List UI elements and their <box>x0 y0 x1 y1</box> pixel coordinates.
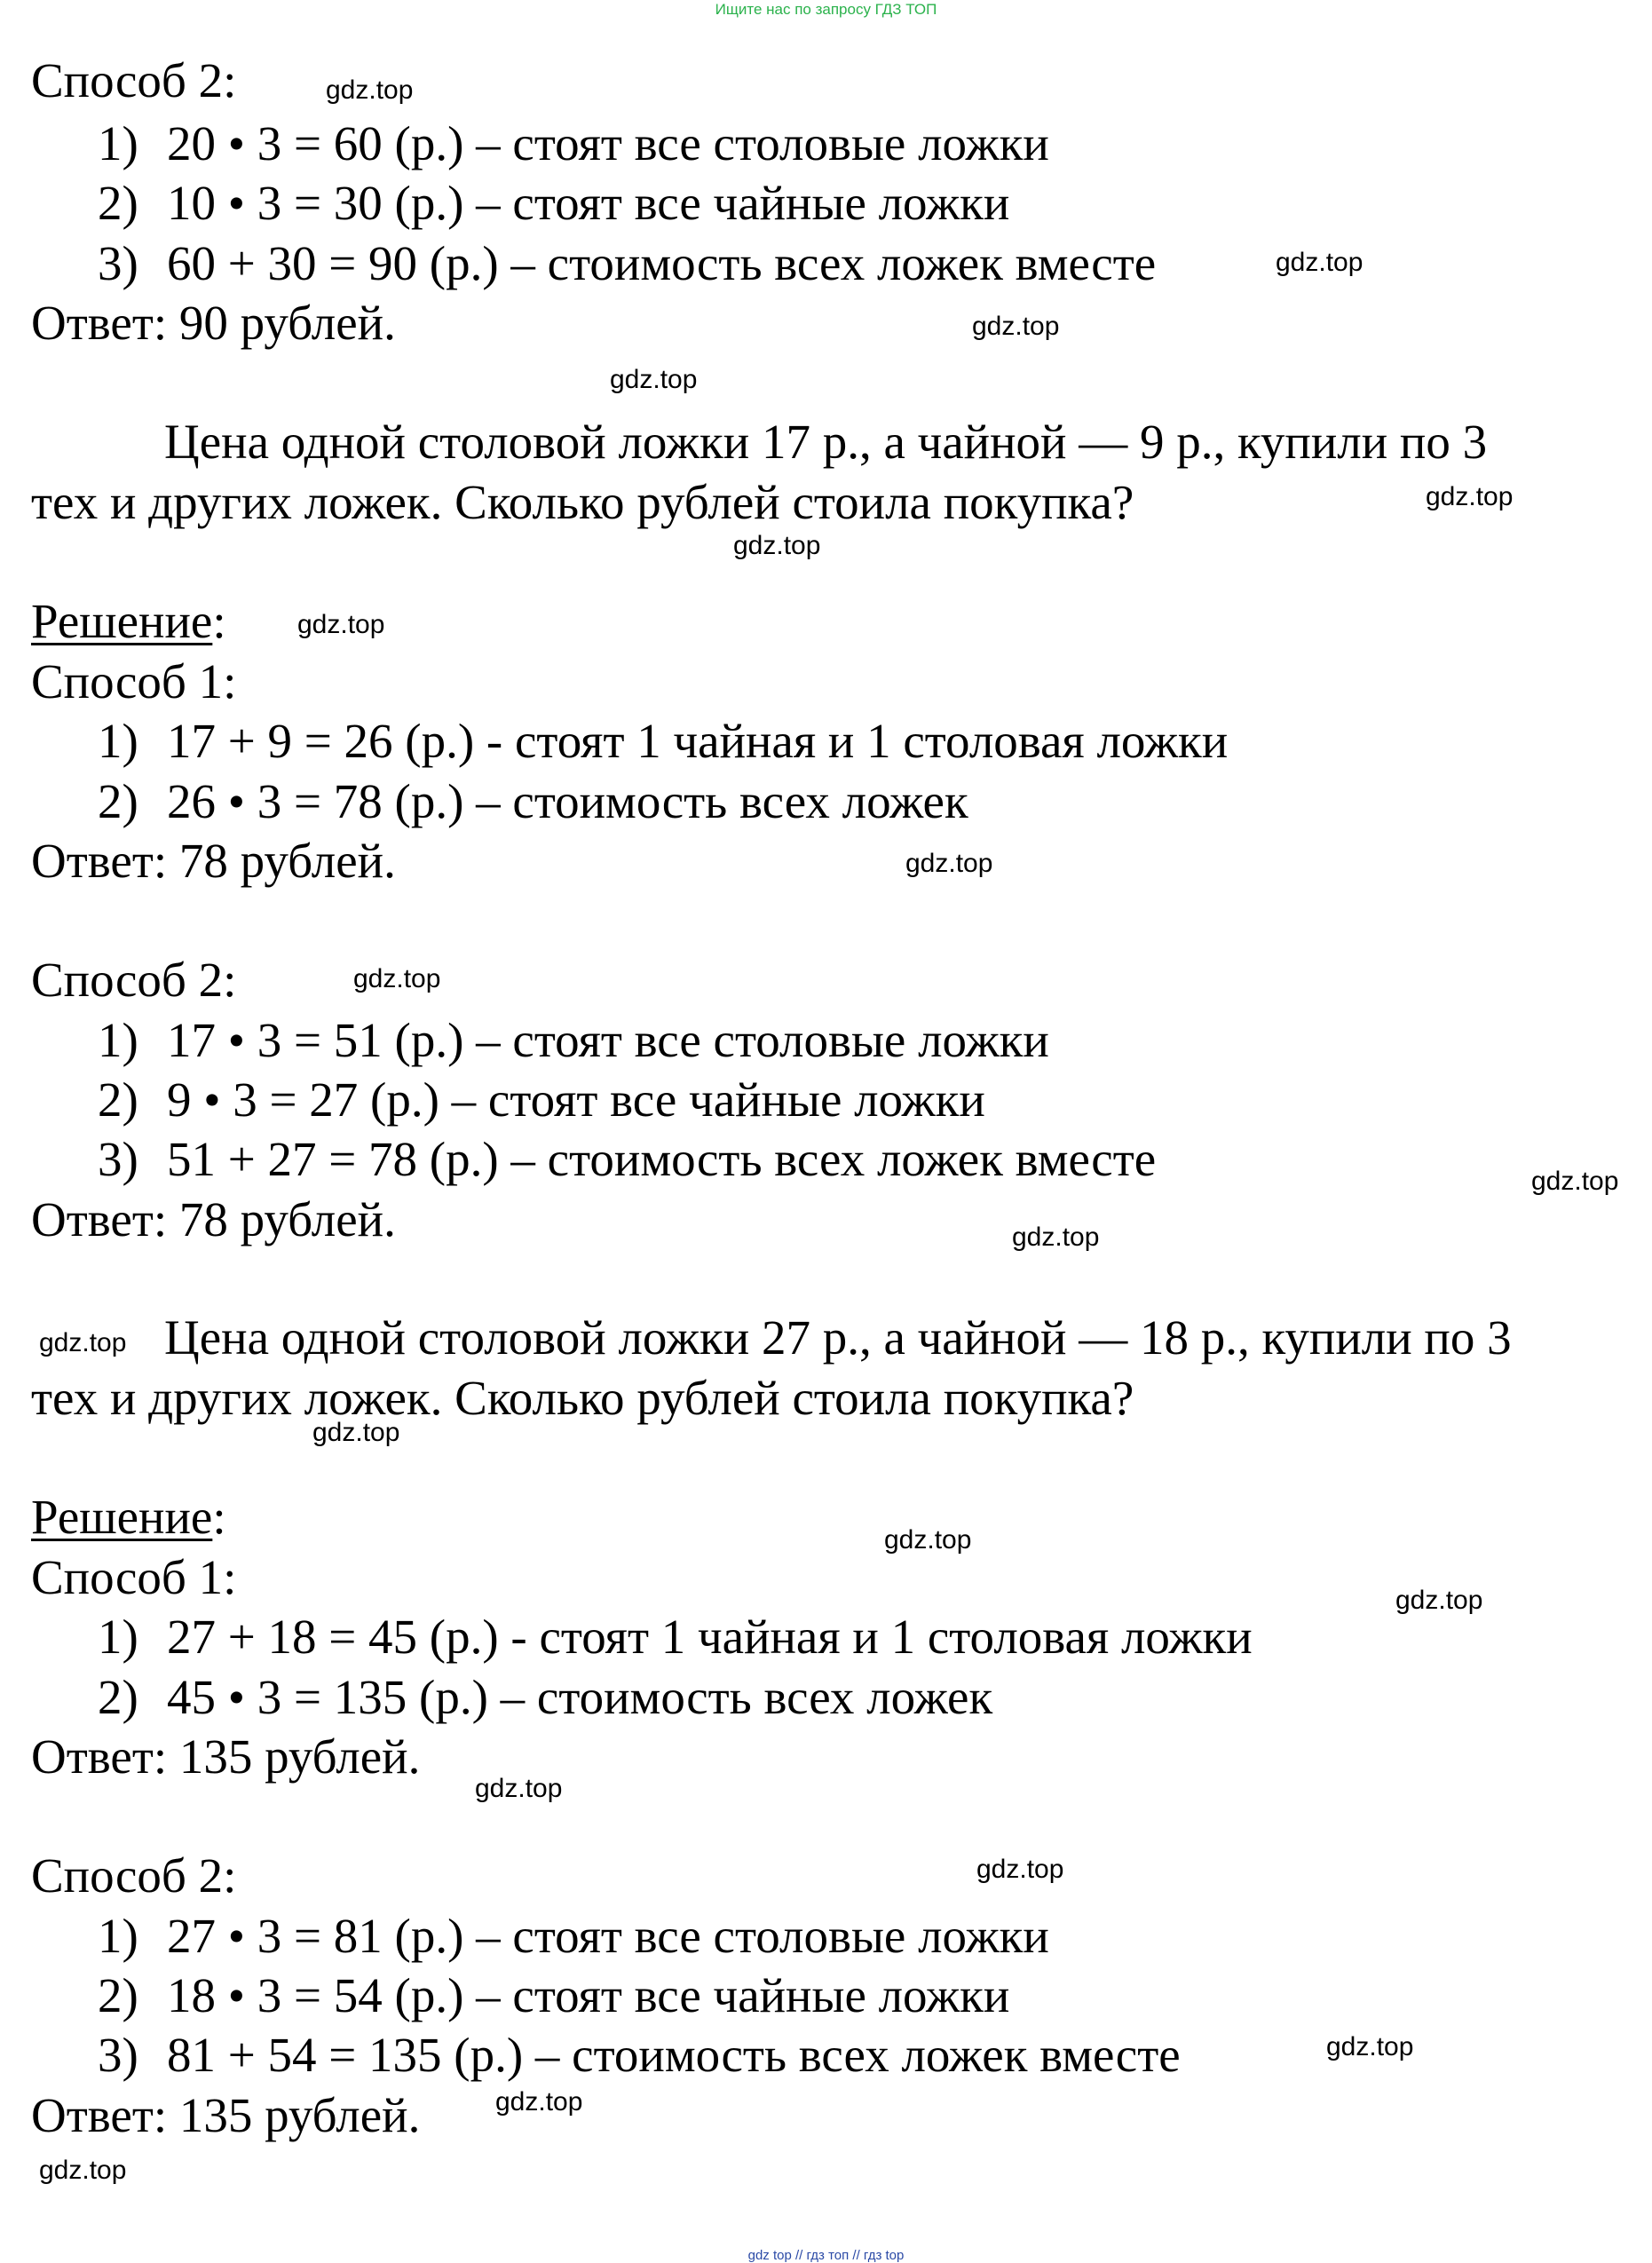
watermark: gdz.top <box>312 1418 400 1447</box>
step-number: 1) <box>98 1610 138 1664</box>
step-text: 9 • 3 = 27 (р.) – стоят все чайные ложки <box>167 1072 985 1127</box>
answer-line: Ответ: 78 рублей. <box>31 834 396 888</box>
watermark: gdz.top <box>475 1774 563 1803</box>
step-text: 17 • 3 = 51 (р.) – стоят все столовые ложки <box>167 1013 1049 1067</box>
step-line <box>98 115 1049 173</box>
answer-line: Ответ: 78 рублей. <box>31 1192 396 1246</box>
step-text: 18 • 3 = 54 (р.) – стоят все чайные ложки <box>167 1968 1010 2022</box>
solution-heading <box>31 592 226 651</box>
step-text: 10 • 3 = 30 (р.) – стоят все чайные ложки <box>167 176 1010 230</box>
watermark: gdz.top <box>495 2087 583 2117</box>
solution-heading <box>31 1488 226 1547</box>
step-number: 3) <box>98 236 138 290</box>
step-number: 1) <box>98 1909 138 1963</box>
step-number: 2) <box>98 774 138 828</box>
solution-label: Решение <box>31 594 213 648</box>
step-line <box>98 1608 1253 1666</box>
step-number: 2) <box>98 1968 138 2022</box>
step-number: 2) <box>98 1670 138 1724</box>
step-number: 3) <box>98 2028 138 2082</box>
problem-statement: тех и других ложек. Сколько рублей стоила покупка? <box>31 475 1134 529</box>
step-text: 60 + 30 = 90 (р.) – стоимость всех ложек вместе <box>167 236 1157 290</box>
watermark: gdz.top <box>1012 1222 1100 1252</box>
top-banner: Ищите нас по запросу ГДЗ ТОП <box>715 1 937 18</box>
step-text: 45 • 3 = 135 (р.) – стоимость всех ложек <box>167 1670 993 1724</box>
method-title: Способ 2: <box>31 1848 237 1903</box>
step-number: 1) <box>98 116 138 170</box>
watermark: gdz.top <box>326 75 414 105</box>
step-line <box>98 772 968 831</box>
step-number: 1) <box>98 714 138 768</box>
watermark: gdz.top <box>884 1525 972 1555</box>
step-text: 20 • 3 = 60 (р.) – стоят все столовые ложки <box>167 116 1049 170</box>
answer-line: Ответ: 135 рублей. <box>31 2088 421 2142</box>
step-number: 2) <box>98 1072 138 1127</box>
step-line <box>98 1966 1009 2025</box>
solution-colon: : <box>212 594 226 648</box>
step-text: 17 + 9 = 26 (р.) - стоят 1 чайная и 1 столовая ложки <box>167 714 1229 768</box>
step-line <box>98 1011 1049 1070</box>
answer-line: Ответ: 135 рублей. <box>31 1729 421 1784</box>
problem-statement: Цена одной столовой ложки 17 р., а чайной — 9 р., купили по 3 <box>164 415 1488 469</box>
problem-statement: Цена одной столовой ложки 27 р., а чайной — 18 р., купили по 3 <box>164 1310 1512 1365</box>
watermark: gdz.top <box>39 1328 127 1357</box>
watermark: gdz.top <box>972 312 1060 341</box>
watermark: gdz.top <box>1395 1586 1483 1615</box>
method-title: Способ 2: <box>31 953 237 1007</box>
step-text: 51 + 27 = 78 (р.) – стоимость всех ложек вместе <box>167 1132 1157 1186</box>
watermark: gdz.top <box>1276 248 1363 277</box>
step-line <box>98 712 1228 771</box>
watermark: gdz.top <box>905 849 993 878</box>
watermark: gdz.top <box>353 964 441 993</box>
watermark: gdz.top <box>733 531 821 560</box>
step-line <box>98 2026 1181 2085</box>
answer-line: Ответ: 90 рублей. <box>31 296 396 350</box>
method-title: Способ 1: <box>31 654 237 708</box>
step-number: 2) <box>98 176 138 230</box>
step-number: 3) <box>98 1132 138 1186</box>
step-text: 27 • 3 = 81 (р.) – стоят все столовые ложки <box>167 1909 1049 1963</box>
solution-colon: : <box>212 1490 226 1544</box>
step-line <box>98 174 1009 233</box>
watermark: gdz.top <box>1426 482 1514 511</box>
method-title: Способ 2: <box>31 53 237 107</box>
watermark: gdz.top <box>297 610 385 639</box>
watermark: gdz.top <box>1326 2032 1414 2061</box>
step-text: 27 + 18 = 45 (р.) - стоят 1 чайная и 1 столовая ложки <box>167 1610 1253 1664</box>
step-line <box>98 1071 985 1129</box>
step-line <box>98 234 1156 293</box>
step-text: 26 • 3 = 78 (р.) – стоимость всех ложек <box>167 774 968 828</box>
step-text: 81 + 54 = 135 (р.) – стоимость всех ложек вместе <box>167 2028 1181 2082</box>
step-line <box>98 1907 1049 1966</box>
watermark: gdz.top <box>976 1855 1064 1884</box>
watermark: gdz.top <box>1531 1167 1619 1196</box>
step-line <box>98 1130 1156 1189</box>
step-line <box>98 1668 992 1727</box>
watermark: gdz.top <box>39 2156 127 2185</box>
problem-statement: тех и других ложек. Сколько рублей стоила покупка? <box>31 1371 1134 1425</box>
step-number: 1) <box>98 1013 138 1067</box>
bottom-banner: gdz top // гдз топ // гдз top <box>747 2248 905 2263</box>
method-title: Способ 1: <box>31 1550 237 1604</box>
watermark: gdz.top <box>610 365 698 394</box>
solution-label: Решение <box>31 1490 213 1544</box>
